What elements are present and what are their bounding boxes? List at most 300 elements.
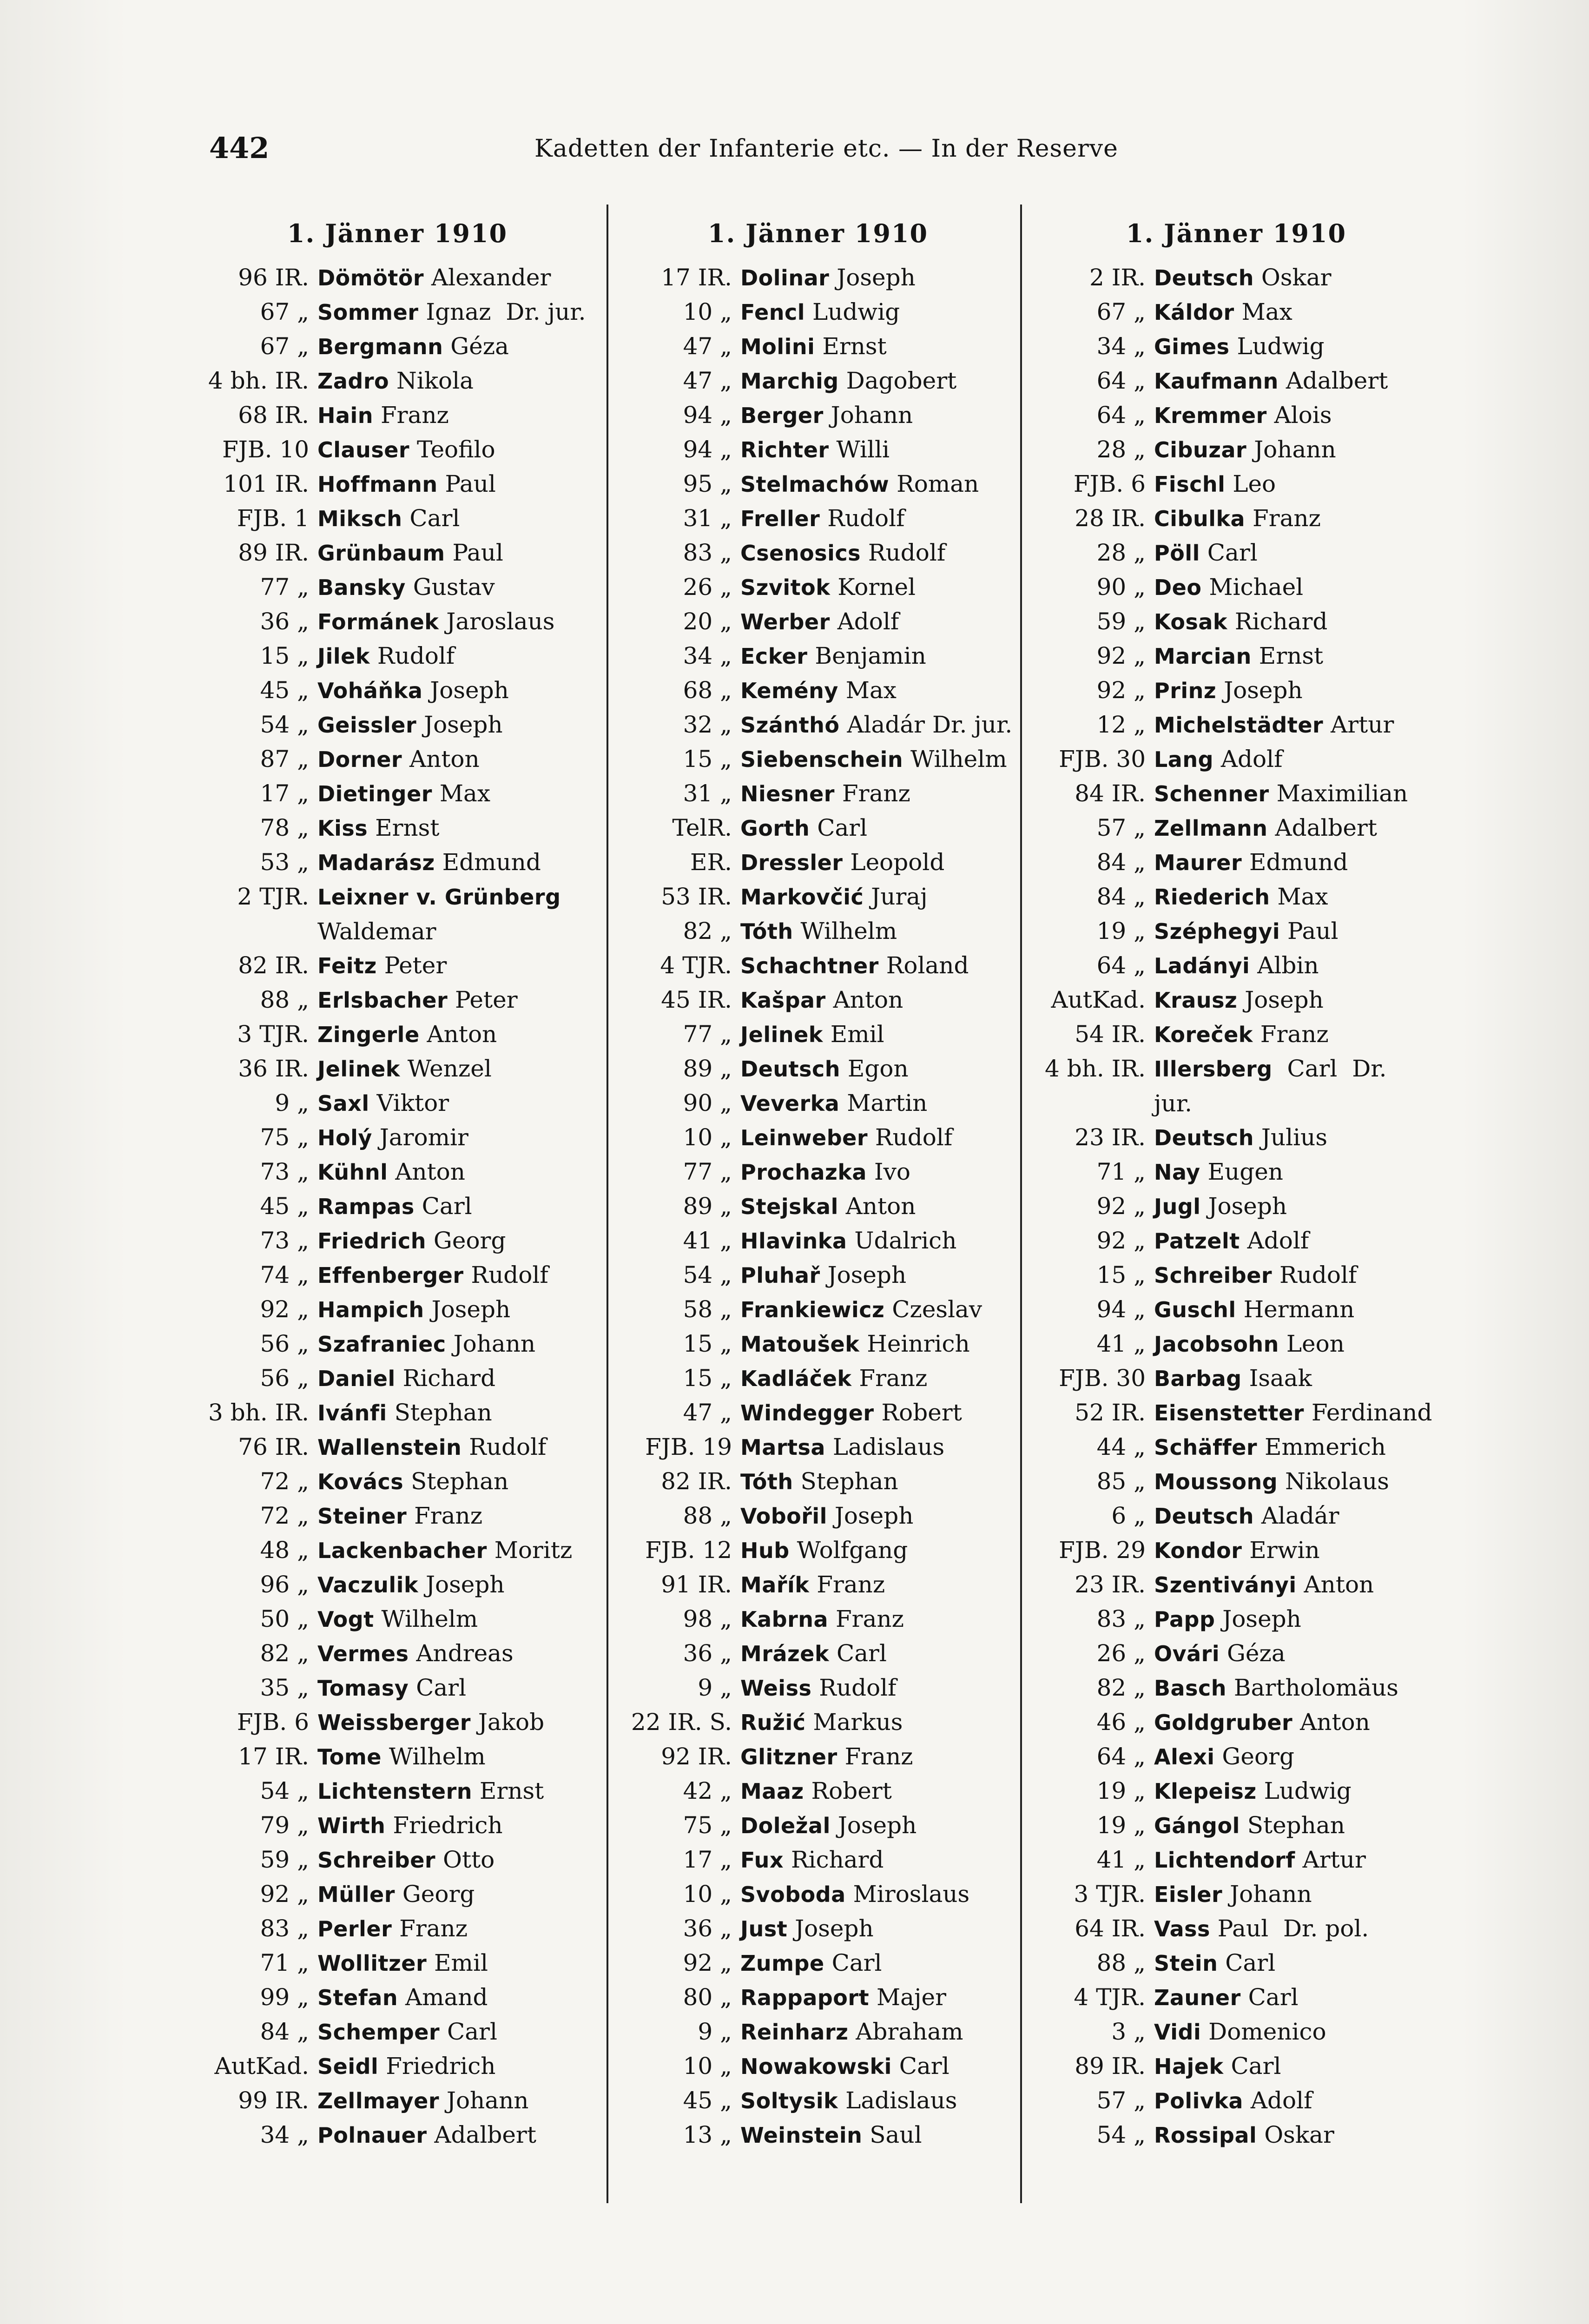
list-item [1032, 1258, 1441, 1292]
person-name [1154, 329, 1325, 364]
surname: Cibulka [1154, 506, 1246, 531]
person-name [740, 570, 916, 605]
person-name [1154, 2083, 1312, 2118]
given-name: Udalrich [847, 1227, 957, 1254]
list-item [1032, 1567, 1441, 1602]
unit-label: FJB. 19 [645, 1433, 732, 1460]
surname: Kadláček [740, 1366, 852, 1391]
page-number: 442 [209, 131, 270, 165]
given-name: Paul [1280, 918, 1338, 944]
unit-label: 96 IR. [238, 264, 309, 291]
given-name: Joseph [418, 1571, 505, 1598]
unit-label: 3 bh. IR. [208, 1399, 309, 1426]
list-item [618, 811, 1018, 845]
surname: Weinstein [740, 2123, 863, 2148]
list-item [618, 742, 1018, 776]
surname: Cibuzar [1154, 437, 1247, 462]
given-name: Paul [445, 539, 503, 566]
unit-label: 6 „ [1111, 1502, 1146, 1529]
surname: Marchig [740, 369, 839, 394]
person-name [1154, 2014, 1326, 2049]
list-item [618, 2083, 1018, 2118]
surname: Maurer [1154, 850, 1242, 875]
surname: Szánthó [740, 713, 840, 738]
given-name: Aladár Dr. jur. [839, 711, 1013, 738]
list-item [618, 1464, 1018, 1499]
given-name: Franz [834, 780, 910, 807]
person-name [1154, 1808, 1345, 1843]
person-name [1154, 1189, 1287, 1224]
given-name: Peter [376, 952, 447, 979]
surname: Martsa [740, 1435, 825, 1460]
given-name: Adolf [1213, 746, 1283, 772]
given-name: Johann [446, 1330, 536, 1357]
list-item [618, 983, 1018, 1017]
unit-label: 36 „ [260, 608, 309, 635]
given-name: Johann [1222, 1881, 1312, 1908]
given-name: Ludwig [805, 298, 900, 325]
surname: Svoboda [740, 1882, 846, 1907]
unit-label: AutKad. [1051, 986, 1146, 1013]
surname: Schäffer [1154, 1435, 1258, 1460]
person-name [1154, 879, 1328, 914]
unit-label: 41 „ [1096, 1330, 1146, 1357]
given-name: Wilhelm [903, 746, 1007, 772]
unit-label: 45 „ [683, 2087, 732, 2114]
person-name [1154, 398, 1332, 433]
list-item [1032, 398, 1441, 432]
person-name [1154, 260, 1332, 295]
unit-label: FJB. 30 [1059, 1365, 1146, 1392]
surname: Zadro [317, 369, 389, 394]
given-name: Max [1234, 298, 1292, 325]
given-name: Anton [1296, 1571, 1374, 1598]
given-name: Adolf [1243, 2087, 1312, 2114]
list-item [1032, 1842, 1441, 1877]
unit-label: 41 „ [1096, 1846, 1146, 1873]
list-item [618, 2014, 1018, 2049]
list-item [618, 914, 1018, 948]
surname: Feitz [317, 953, 377, 978]
unit-label: 84 „ [1096, 849, 1146, 876]
unit-label: 74 „ [260, 1261, 309, 1288]
unit-label: 26 „ [1096, 1640, 1146, 1667]
given-name: Kornel [830, 574, 916, 601]
given-name: Carl [891, 2053, 949, 2080]
unit-label: 9 „ [275, 1089, 309, 1116]
unit-label: 54 IR. [1075, 1021, 1146, 1048]
person-name [740, 1705, 903, 1740]
person-name [317, 707, 503, 742]
person-name [317, 2014, 497, 2049]
unit-label: 23 IR. [1075, 1571, 1146, 1598]
surname: Polnauer [317, 2123, 427, 2148]
surname: Richter [740, 437, 829, 462]
list-item [195, 1017, 600, 1051]
given-name: Artur [1323, 711, 1394, 738]
list-item [195, 776, 600, 811]
unit-label: 71 „ [1096, 1158, 1146, 1185]
person-name [317, 363, 474, 398]
given-name: Wilhelm [374, 1605, 478, 1632]
unit-label: 36 IR. [238, 1055, 309, 1082]
surname: Guschl [1154, 1297, 1236, 1322]
unit-label: FJB. 29 [1059, 1537, 1146, 1564]
person-name [1154, 845, 1348, 880]
unit-label: 54 „ [1096, 2121, 1146, 2148]
surname: Zingerle [317, 1022, 420, 1047]
list-item [195, 1189, 600, 1223]
surname: Deo [1154, 575, 1202, 600]
unit-label: 95 „ [683, 470, 732, 497]
list-item [195, 1327, 600, 1361]
surname: Zellmayer [317, 2088, 440, 2113]
person-name [317, 1774, 544, 1809]
unit-label: 76 IR. [238, 1433, 309, 1460]
person-name [317, 1946, 488, 1981]
unit-label: 92 „ [1096, 1227, 1146, 1254]
given-name: Aladár [1254, 1502, 1339, 1529]
unit-label: 82 „ [683, 918, 732, 944]
surname: Schemper [317, 2020, 440, 2045]
unit-label: 90 „ [1096, 574, 1146, 601]
unit-label: 2 IR. [1089, 264, 1146, 291]
unit-label: 36 „ [683, 1640, 732, 1667]
surname: Windegger [740, 1400, 874, 1426]
unit-label: 17 „ [683, 1846, 732, 1873]
given-name: Adolf [1240, 1227, 1309, 1254]
given-name: Carl [402, 505, 460, 532]
person-name [740, 1636, 887, 1671]
unit-label: 45 IR. [661, 986, 732, 1013]
list-item [618, 1533, 1018, 1567]
given-name: Carl [409, 1674, 467, 1701]
person-name [1154, 1155, 1283, 1189]
surname: Geissler [317, 713, 417, 738]
given-name: Michael [1201, 574, 1304, 601]
person-name [317, 1567, 505, 1602]
person-name [740, 1292, 982, 1327]
person-name [740, 1086, 927, 1121]
list-item [195, 398, 600, 432]
given-name: Carl [829, 1640, 887, 1667]
unit-label: 92 „ [260, 1296, 309, 1323]
list-item [195, 742, 600, 776]
person-name [317, 1017, 497, 1052]
given-name: Egon [840, 1055, 909, 1082]
surname: Müller [317, 1882, 395, 1907]
surname: Madarász [317, 850, 435, 875]
list-item [1032, 1499, 1441, 1533]
given-name: Oskar [1254, 264, 1332, 291]
surname: Kiss [317, 816, 368, 841]
unit-label: 64 „ [1096, 952, 1146, 979]
person-name [317, 467, 496, 502]
person-name [317, 1051, 492, 1086]
name-continuation: jur. [1154, 1090, 1193, 1117]
unit-label: 17 IR. [238, 1743, 309, 1770]
person-name [740, 1739, 913, 1774]
given-name: Joseph [416, 711, 503, 738]
person-name [740, 432, 890, 467]
surname: Vermes [317, 1641, 409, 1666]
given-name: Carl Dr. [1272, 1055, 1387, 1082]
person-name [740, 467, 979, 502]
person-name [1154, 1602, 1301, 1637]
list-item [195, 1636, 600, 1670]
list-item [618, 1705, 1018, 1739]
unit-label: 47 „ [683, 1399, 732, 1426]
list-item [1032, 1464, 1441, 1499]
unit-label: 80 „ [683, 1984, 732, 2011]
given-name: Rudolf [860, 539, 946, 566]
surname: Ivánfi [317, 1400, 387, 1426]
list-item [618, 1774, 1018, 1808]
surname: Rampas [317, 1194, 415, 1219]
person-name [317, 1395, 492, 1430]
person-name [740, 1808, 916, 1843]
list-item [195, 432, 600, 467]
given-name: Georg [395, 1881, 475, 1908]
unit-label: 89 „ [683, 1193, 732, 1220]
surname: Hlavinka [740, 1228, 847, 1254]
given-name: Joseph [1200, 1193, 1287, 1220]
person-name [740, 707, 1012, 742]
list-item [1032, 776, 1441, 811]
list-item [195, 948, 600, 983]
given-name: Rudolf [820, 505, 905, 532]
surname: Schreiber [1154, 1263, 1273, 1288]
list-item [1032, 1602, 1441, 1636]
surname: Effenberger [317, 1263, 464, 1288]
surname: Stejskal [740, 1194, 838, 1219]
unit-label: ER. [690, 849, 732, 876]
given-name: Jaromir [372, 1124, 468, 1151]
unit-label: 54 „ [260, 1777, 309, 1804]
surname: Nowakowski [740, 2054, 892, 2079]
given-name: Ludwig [1229, 333, 1325, 360]
person-name [1154, 914, 1338, 949]
surname: Clauser [317, 437, 410, 462]
person-name [1154, 2049, 1281, 2084]
unit-label: 36 „ [683, 1915, 732, 1942]
unit-label: 20 „ [683, 608, 732, 635]
given-name: Majer [869, 1984, 946, 2011]
person-name [740, 776, 910, 811]
surname: Miksch [317, 506, 402, 531]
unit-label: 64 IR. [1075, 1915, 1146, 1942]
given-name: Franz [851, 1365, 928, 1392]
list-item [618, 1842, 1018, 1877]
surname: Dietinger [317, 781, 432, 806]
list-item [1032, 1670, 1441, 1705]
list-item [195, 2014, 600, 2049]
person-name [740, 1361, 927, 1396]
surname: Hampich [317, 1297, 424, 1322]
given-name: Adolf [830, 608, 899, 635]
surname: Daniel [317, 1366, 396, 1391]
unit-label: FJB. 12 [645, 1537, 732, 1564]
list-item [195, 1774, 600, 1808]
list-item [618, 1602, 1018, 1636]
given-name: Nikola [389, 367, 474, 394]
person-name [1154, 1120, 1327, 1155]
person-name [1154, 467, 1276, 502]
surname: Illersberg [1154, 1056, 1273, 1082]
list-item [1032, 2118, 1441, 2152]
surname: Jilek [317, 644, 370, 669]
surname: Ovári [1154, 1641, 1220, 1666]
list-item [618, 1946, 1018, 1980]
surname: Stelmachów [740, 472, 890, 497]
list-item [618, 432, 1018, 467]
person-name [317, 1877, 475, 1912]
surname: Weiss [740, 1676, 812, 1701]
surname: Jelinek [740, 1022, 823, 1047]
surname: Pluhař [740, 1263, 820, 1288]
person-name [740, 1842, 884, 1877]
person-name [317, 1739, 486, 1774]
surname: Riederich [1154, 885, 1270, 910]
list-item [195, 570, 600, 604]
surname: Soltysik [740, 2088, 838, 2113]
list-item [195, 811, 600, 845]
unit-label: 4 TJR. [1074, 1984, 1146, 2011]
person-name [1154, 570, 1303, 605]
list-item [618, 1086, 1018, 1120]
surname: Frankiewicz [740, 1297, 885, 1322]
surname: Schreiber [317, 1848, 436, 1873]
list-item [195, 2083, 600, 2118]
surname: Lichtendorf [1154, 1848, 1295, 1873]
person-name [740, 329, 887, 364]
given-name: Franz [1253, 1021, 1329, 1048]
list-item [1032, 948, 1441, 983]
unit-label: 17 „ [260, 780, 309, 807]
given-name: Ladislaus [825, 1433, 945, 1460]
surname: Leinweber [740, 1125, 868, 1150]
person-name [740, 1567, 885, 1602]
list-item [618, 707, 1018, 742]
unit-label: 64 „ [1096, 402, 1146, 429]
person-name [1154, 1292, 1354, 1327]
person-name [740, 1774, 892, 1809]
given-name: Joseph [829, 264, 916, 291]
person-name [740, 604, 899, 639]
unit-label: 3 TJR. [1074, 1881, 1146, 1908]
person-name [1154, 1499, 1339, 1533]
surname: Zauner [1154, 1985, 1241, 2010]
surname: Wollitzer [317, 1951, 427, 1976]
unit-label: 48 „ [260, 1537, 309, 1564]
person-name [740, 1223, 956, 1258]
list-item [618, 879, 1018, 914]
list-item [618, 2118, 1018, 2152]
person-name [317, 879, 561, 949]
surname: Kemény [740, 678, 838, 703]
list-item [195, 1877, 600, 1911]
list-item [1032, 1120, 1441, 1155]
surname: Dorner [317, 747, 402, 772]
given-name: Franz [392, 1915, 468, 1942]
given-name: Emil [823, 1021, 884, 1048]
person-name [740, 1533, 908, 1568]
list-item [1032, 2014, 1441, 2049]
column-heading: 1. Jänner 1910 [1126, 218, 1347, 248]
given-name: Wenzel [400, 1055, 492, 1082]
unit-label: 15 „ [1096, 1261, 1146, 1288]
list-item [195, 1155, 600, 1189]
given-name: Friedrich [385, 1812, 503, 1839]
given-name: Carl [1223, 2053, 1281, 2080]
given-name: Markus [805, 1709, 903, 1736]
list-item [618, 2049, 1018, 2083]
person-name [317, 1258, 548, 1293]
unit-label: 17 IR. [661, 264, 732, 291]
person-name [317, 1980, 488, 2015]
running-title: Kadetten der Infanterie etc. — In der Reserve [534, 135, 1118, 163]
given-name: Franz [828, 1605, 904, 1632]
person-name [317, 329, 509, 364]
surname: Sommer [317, 300, 419, 325]
person-name [317, 398, 449, 433]
person-name [740, 1877, 969, 1912]
unit-label: 10 „ [683, 1881, 732, 1908]
person-name [1154, 1051, 1387, 1121]
given-name: Andreas [409, 1640, 514, 1667]
given-name: Paul Dr. pol. [1210, 1915, 1369, 1942]
given-name: Richard [1227, 608, 1328, 635]
given-name: Eugen [1200, 1158, 1284, 1185]
list-item [1032, 1223, 1441, 1258]
unit-label: 67 „ [260, 298, 309, 325]
surname: Erlsbacher [317, 988, 448, 1013]
unit-label: 54 „ [683, 1261, 732, 1288]
list-item [195, 1464, 600, 1499]
person-name [317, 639, 455, 673]
surname: Friedrich [317, 1228, 427, 1254]
unit-label: 31 „ [683, 505, 732, 532]
given-name: Hermann [1236, 1296, 1355, 1323]
list-item [618, 1017, 1018, 1051]
given-name: Wolfgang [789, 1537, 908, 1564]
surname: Leixner v. Grünberg [317, 885, 561, 910]
unit-label: 89 „ [683, 1055, 732, 1082]
given-name: Carl [1200, 539, 1258, 566]
list-item [195, 2049, 600, 2083]
unit-label: 85 „ [1096, 1468, 1146, 1495]
surname: Doležal [740, 1813, 831, 1838]
given-name: Ernst [815, 333, 887, 360]
person-name [740, 1327, 970, 1361]
person-name [317, 948, 447, 983]
unit-label: 87 „ [260, 746, 309, 772]
unit-label: 64 „ [1096, 1743, 1146, 1770]
given-name: Oskar [1257, 2121, 1334, 2148]
given-name: Carl [1218, 1949, 1276, 1976]
person-name [740, 1602, 904, 1637]
given-name: Anton [1292, 1709, 1370, 1736]
surname: Siebenschein [740, 747, 903, 772]
surname: Hain [317, 403, 374, 428]
list-item [1032, 432, 1441, 467]
unit-label: 45 „ [260, 677, 309, 704]
list-item [1032, 2049, 1441, 2083]
list-item [195, 501, 600, 535]
list-item [195, 983, 600, 1017]
person-name [740, 363, 956, 398]
given-name: Ludwig [1256, 1777, 1352, 1804]
